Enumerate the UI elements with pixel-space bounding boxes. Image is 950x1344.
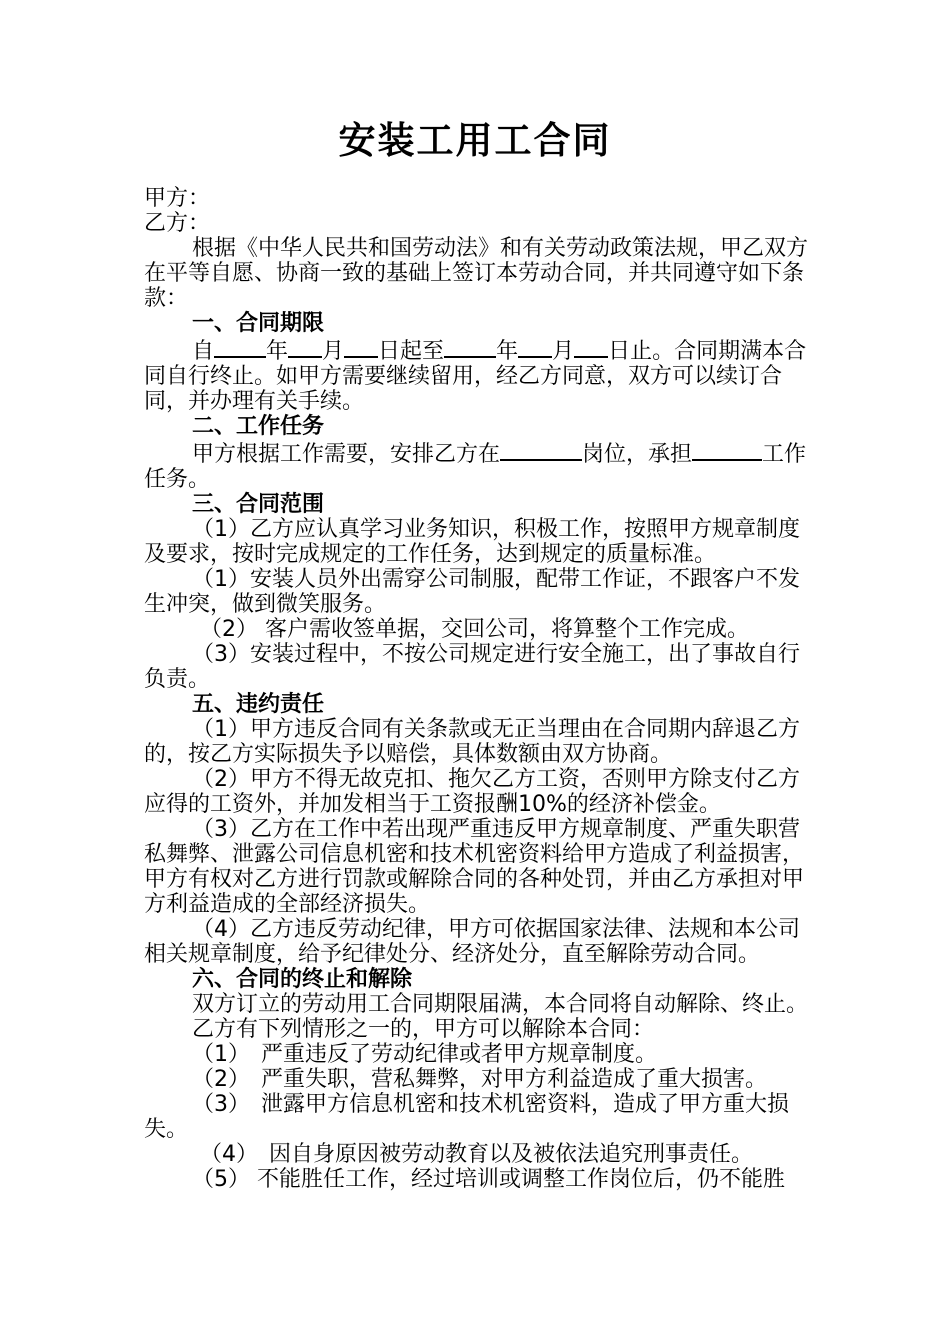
party-b-line: 乙方： [144,211,211,236]
breach-item: （3）乙方在工作中若出现严重违反甲方规章制度、严重失职营私舞弊、泄露公司信息机密和技术机密资料给甲方造成了利益损害，甲方有权对乙方进行罚款或解除合同的各种处罚，并由乙方承担对甲方利益造成的全部经济损失。 [144,817,805,917]
termination-paragraph-1: 双方订立的劳动用工合同期限届满，本合同将自动解除、终止。 [192,992,809,1017]
termination-item: （4） 因自身原因被劳动教育以及被依法追究刑事责任。 [200,1142,753,1167]
end-month-blank [518,336,552,358]
term-text-month2: 月 [552,339,575,364]
term-paragraph [144,336,812,414]
task-heading: 二、工作任务 [192,414,325,439]
term-text-end: 日止。合同期满本合同自行终止。如甲方需要继续留用，经乙方同意，双方可以续订合同，并办理有关手续。 [144,339,807,414]
termination-item: （3） 泄露甲方信息机密和技术机密资料，造成了甲方重大损失。 [144,1092,789,1142]
end-year-blank [444,336,496,358]
term-text-year1: 年 [266,339,289,364]
start-month-blank [288,336,322,358]
scope-heading: 三、合同范围 [192,492,325,517]
term-heading: 一、合同期限 [192,311,325,336]
breach-item: （2）甲方不得无故克扣、拖欠乙方工资，否则甲方除支付乙方应得的工资外，并加发相当于工资报酬10%的经济补偿金。 [144,767,800,817]
term-text-from: 自 [192,339,215,364]
termination-item: （5） 不能胜任工作，经过培训或调整工作岗位后，仍不能胜 [192,1167,785,1192]
scope-item: （2） 客户需收签单据，交回公司，将算整个工作完成。 [200,617,749,642]
task-text-1: 甲方根据工作需要，安排乙方在 [192,442,501,467]
task-text-2: 岗位，承担 [582,442,693,467]
scope-item: （1）乙方应认真学习业务知识，积极工作，按照甲方规章制度及要求，按时完成规定的工作任务，达到规定的质量标准。 [144,517,800,567]
term-text-year2: 年 [496,339,519,364]
scope-item: （3）安装过程中，不按公司规定进行安全施工，出了事故自行负责。 [144,642,800,692]
termination-heading: 六、合同的终止和解除 [192,967,413,992]
termination-paragraph-2: 乙方有下列情形之一的，甲方可以解除本合同： [192,1017,655,1042]
contract-body [144,186,812,1192]
page-title: 安装工用工合同 [338,119,612,162]
duty-blank [692,439,762,461]
start-year-blank [214,336,266,358]
end-day-blank [574,336,608,358]
position-blank [500,439,582,461]
breach-item: （4）乙方违反劳动纪律，甲方可依据国家法律、法规和本公司相关规章制度，给予纪律处分、经济处分，直至解除劳动合同。 [144,917,800,967]
intro-paragraph: 根据《中华人民共和国劳动法》和有关劳动政策法规，甲乙双方在平等自愿、协商一致的基础上签订本劳动合同，并共同遵守如下条款： [144,236,809,311]
start-day-blank [344,336,378,358]
task-paragraph [144,439,812,492]
termination-item: （2） 严重失职，营私舞弊，对甲方利益造成了重大损害。 [192,1067,767,1092]
party-a-line: 甲方： [144,186,211,211]
breach-item: （1）甲方违反合同有关条款或无正当理由在合同期内辞退乙方的，按乙方实际损失予以赔偿，具体数额由双方协商。 [144,717,800,767]
term-text-until: 日起至 [378,339,445,364]
task-text-3: 工作任务。 [144,442,807,492]
breach-heading: 五、违约责任 [192,692,325,717]
termination-item: （1） 严重违反了劳动纪律或者甲方规章制度。 [192,1042,657,1067]
term-text-month1: 月 [322,339,345,364]
scope-item: （1）安装人员外出需穿公司制服，配带工作证，不跟客户不发生冲突，做到微笑服务。 [144,567,800,617]
